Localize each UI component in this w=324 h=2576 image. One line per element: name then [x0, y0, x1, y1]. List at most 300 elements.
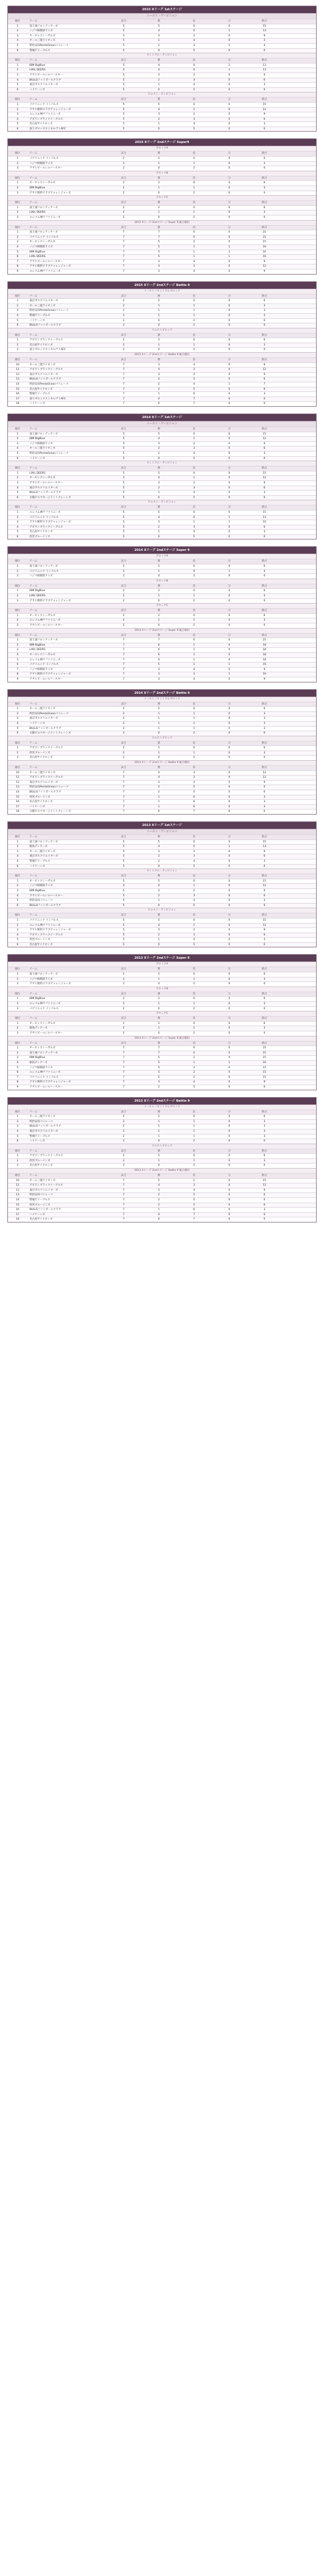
table-cell: 2: [193, 983, 195, 986]
table-row: [8, 799, 316, 804]
table-cell: アズワンブラックイーグルス: [30, 1184, 63, 1187]
table-cell: 6: [263, 447, 266, 450]
table-cell: アサヒ飲料クラブチャレンジャーズ: [30, 191, 71, 195]
table-row: [8, 235, 316, 240]
table-cell: 6: [16, 324, 19, 327]
table-cell: 0: [228, 343, 230, 347]
table-cell: 1: [193, 245, 195, 248]
column-header: 分: [228, 176, 231, 180]
table-cell: 2: [158, 894, 160, 897]
table-cell: 2: [123, 157, 125, 161]
table-cell: 3: [193, 673, 195, 676]
table-cell: 1: [228, 521, 230, 524]
table-cell: 1: [158, 619, 160, 622]
table-cell: 9: [16, 269, 19, 273]
table-cell: 6: [263, 1115, 266, 1119]
table-cell: アズワンブラックイーグルス: [30, 525, 63, 529]
table-row: [8, 972, 316, 977]
table-row: [8, 647, 316, 652]
table-cell: 0: [263, 624, 266, 627]
column-header: 負: [192, 634, 196, 637]
table-cell: 0: [228, 83, 230, 87]
table-header: [8, 633, 316, 638]
table-cell: 警視庁イーグルス: [30, 314, 51, 317]
column-header: チーム: [30, 914, 37, 917]
table-cell: 4: [193, 123, 195, 126]
table-cell: 1: [16, 840, 19, 844]
column-header: 負: [192, 702, 196, 706]
table-cell: 0: [193, 432, 195, 436]
table-cell: 0: [193, 918, 195, 922]
column-header: 勝: [157, 914, 161, 917]
table-cell: 2: [123, 206, 125, 209]
table-cell: 2: [123, 191, 125, 195]
table-cell: 21: [263, 639, 266, 642]
table-cell: 5: [123, 496, 125, 499]
table-cell: 3: [16, 624, 19, 627]
table-cell: 0: [193, 1154, 195, 1158]
table-cell: 4: [193, 383, 195, 386]
table-row: [8, 1212, 316, 1217]
column-header: 負: [192, 875, 196, 878]
column-header: 負: [192, 560, 196, 563]
table-cell: 15: [263, 24, 266, 28]
table-cell: 0: [193, 589, 195, 593]
table-cell: 5: [16, 452, 19, 455]
table-cell: 2: [123, 756, 125, 760]
column-header: 負: [192, 98, 196, 102]
table-row: [8, 534, 316, 539]
table-cell: 6: [193, 805, 195, 808]
column-header: 勝: [157, 1149, 161, 1153]
table-cell: 富士通フロンティアーズ: [30, 973, 58, 976]
table-row: [8, 387, 316, 392]
table-cell: 5: [16, 250, 19, 254]
table-cell: 5: [193, 904, 195, 907]
column-header: チーム: [30, 59, 37, 62]
table-row: [8, 1198, 316, 1203]
table-row: [8, 888, 316, 893]
column-header: 負: [192, 20, 196, 23]
table-cell: 3: [158, 442, 160, 445]
table-cell: 5: [193, 496, 195, 499]
table-cell: 10: [263, 673, 266, 676]
table-cell: 18: [263, 648, 266, 652]
column-header: チーム: [30, 1174, 37, 1178]
table-cell: 1: [193, 521, 195, 524]
standings-page: [7, 6, 317, 1222]
column-header: 勝: [157, 467, 161, 470]
column-header: 試合: [121, 1174, 127, 1178]
block-label: イースト・ディビジョン: [8, 829, 316, 834]
column-header: 分: [228, 428, 231, 431]
table-row: [8, 1051, 316, 1056]
table-cell: 0: [193, 29, 195, 33]
table-cell: 15: [263, 471, 266, 475]
table-cell: 富士通フロンティアーズ: [30, 24, 58, 28]
table-cell: パナソニック インパルス: [30, 516, 59, 519]
column-header: チーム: [30, 226, 37, 229]
table-cell: 0: [193, 1115, 195, 1119]
table-cell: 9: [263, 889, 266, 892]
table-cell: オービックシーガルズ: [30, 477, 56, 480]
table-cell: 8: [16, 673, 19, 676]
column-header: 試合: [121, 467, 127, 470]
table-cell: 太陽ビルマネージメントクレーンズ: [30, 496, 71, 499]
table-cell: LIXIL DEERS: [30, 595, 45, 598]
column-header: チーム: [30, 467, 37, 470]
table-cell: 21: [263, 1047, 266, 1050]
table-cell: ハリケーンズ: [30, 457, 45, 460]
table-row: [8, 239, 316, 244]
table-cell: 5: [123, 44, 125, 47]
column-header: 分: [228, 467, 231, 470]
table-row: [8, 652, 316, 657]
table-cell: 1: [16, 300, 19, 303]
table-cell: 21: [263, 231, 266, 234]
table-cell: パナソニック インパルス: [30, 1076, 59, 1079]
table-cell: 7: [123, 639, 125, 642]
table-cell: 3: [263, 899, 266, 903]
table-cell: 0: [228, 791, 230, 794]
table-cell: 0: [193, 182, 195, 185]
standings-section: [7, 414, 317, 539]
table-cell: 5: [193, 535, 195, 538]
table-cell: 13: [263, 845, 266, 849]
column-header: 勝点: [262, 59, 267, 62]
table-cell: 3: [263, 343, 266, 347]
table-cell: 6: [263, 1203, 266, 1207]
table-cell: 4: [16, 117, 19, 121]
table-cell: オール三菱ライオンズ: [30, 39, 56, 43]
table-cell: 6: [263, 997, 266, 1001]
table-cell: 0: [193, 64, 195, 67]
table-cell: 7: [123, 383, 125, 386]
table-cell: 6: [16, 943, 19, 946]
table-cell: 名古屋サイクロンズ: [30, 530, 53, 534]
table-cell: 0: [263, 865, 266, 868]
table-cell: 2: [123, 1154, 125, 1158]
table-cell: 0: [228, 432, 230, 436]
table-row: [8, 215, 316, 220]
column-header: チーム: [30, 836, 37, 838]
table-cell: 7: [123, 245, 125, 248]
column-header: 勝点: [262, 152, 267, 155]
column-header: 勝点: [262, 506, 267, 509]
column-header: 順位: [15, 609, 20, 613]
column-header: 負: [192, 836, 196, 838]
column-header: 試合: [121, 59, 127, 62]
table-cell: 6: [263, 786, 266, 789]
column-header: 勝点: [262, 584, 267, 588]
table-cell: 2: [123, 570, 125, 573]
table-cell: 3: [263, 1208, 266, 1212]
table-cell: 2: [16, 570, 19, 573]
table-cell: 1: [158, 1135, 160, 1138]
table-cell: 0: [158, 49, 160, 52]
table-cell: 0: [263, 402, 266, 406]
table-cell: 1: [228, 516, 230, 519]
table-cell: 0: [158, 319, 160, 322]
table-cell: 1: [193, 727, 195, 730]
column-header: 順位: [15, 428, 20, 431]
table-row: [8, 303, 316, 309]
table-cell: 0: [228, 530, 230, 534]
table-row: [8, 210, 316, 215]
table-cell: 0: [193, 840, 195, 844]
table-cell: 5: [123, 452, 125, 455]
table-cell: 2: [158, 707, 160, 711]
table-cell: 3: [158, 34, 160, 37]
column-header: 勝: [157, 334, 161, 337]
column-header: チーム: [30, 992, 37, 996]
table-cell: 3: [193, 894, 195, 897]
table-cell: 3: [263, 83, 266, 87]
table-cell: 9: [263, 260, 266, 263]
table-cell: 0: [228, 447, 230, 450]
section-title: 2014 Xリーグ 1stステージ: [8, 414, 316, 421]
table-cell: 5: [16, 658, 19, 661]
table-cell: 11: [16, 1184, 19, 1187]
column-header: チーム: [30, 176, 37, 180]
table-cell: 2: [158, 486, 160, 490]
table-row: [8, 1075, 316, 1080]
table-cell: 太陽ビルマネージメントクレーンズ: [30, 732, 71, 735]
table-cell: 0: [228, 677, 230, 681]
table-cell: 16: [263, 663, 266, 667]
column-header: 負: [192, 766, 196, 770]
table-cell: 11: [16, 776, 19, 779]
table-body: [8, 1178, 316, 1222]
table-cell: 0: [228, 191, 230, 195]
table-cell: アズワンブラックイーグルス: [30, 1154, 63, 1158]
table-cell: 16: [263, 1061, 266, 1064]
table-cell: 名古屋サイクロンズ: [30, 1218, 53, 1221]
table-cell: 3: [16, 1125, 19, 1128]
table-cell: 5: [193, 791, 195, 794]
table-cell: 3: [16, 1007, 19, 1010]
column-header: チーム: [30, 584, 37, 588]
table-row: [8, 102, 316, 107]
column-header: 分: [228, 609, 231, 613]
table-cell: 0: [158, 216, 160, 219]
table-cell: 0: [228, 88, 230, 91]
table-cell: 6: [263, 378, 266, 381]
table-row: [8, 755, 316, 760]
column-header: 試合: [121, 98, 127, 102]
table-cell: BULLSフットボールクラブ: [30, 491, 61, 495]
column-header: 順位: [15, 634, 20, 637]
table-cell: 7: [123, 1076, 125, 1079]
table-cell: 2: [16, 595, 19, 598]
table-cell: 7: [123, 402, 125, 406]
table-cell: 1: [16, 1154, 19, 1158]
table-cell: 5: [158, 1071, 160, 1074]
column-header: 負: [192, 467, 196, 470]
table-cell: 1: [158, 314, 160, 317]
column-header: 勝点: [262, 766, 267, 770]
column-header: 試合: [121, 152, 127, 155]
table-cell: 6: [193, 795, 195, 799]
table-cell: 10: [16, 771, 19, 774]
table-cell: エレコム神戸ファイニーズ: [30, 269, 61, 273]
table-cell: エレコム神戸ファイニーズ: [30, 924, 61, 927]
table-cell: 2: [16, 343, 19, 347]
table-cell: 0: [158, 943, 160, 946]
table-cell: IBM BigBlue: [30, 250, 45, 254]
table-row: [8, 1124, 316, 1129]
table-cell: 0: [228, 486, 230, 490]
table-cell: 6: [193, 800, 195, 804]
table-cell: 1: [158, 938, 160, 942]
table-cell: 7: [123, 373, 125, 376]
table-cell: 1: [158, 570, 160, 573]
column-header: 負: [192, 992, 196, 996]
table-header: [8, 176, 316, 181]
table-cell: 16: [263, 255, 266, 259]
table-cell: 5: [123, 437, 125, 441]
table-cell: 7: [193, 397, 195, 400]
block-label: 2013 Xリーグ 2ndステージ Battle 9 総合順位: [8, 1168, 316, 1173]
column-header: 順位: [15, 766, 20, 770]
column-header: 試合: [121, 992, 127, 996]
table-cell: 9: [16, 1085, 19, 1089]
table-cell: 3: [263, 1129, 266, 1133]
table-cell: 5: [123, 39, 125, 43]
table-cell: 0: [158, 167, 160, 170]
column-header: 試合: [121, 1149, 127, 1153]
table-cell: 1: [193, 1027, 195, 1030]
table-cell: 2: [193, 324, 195, 327]
table-cell: 4: [158, 368, 160, 372]
table-cell: 2: [158, 997, 160, 1001]
block-label: 2015 Xリーグ 2ndステージ Battle 9 総合順位: [8, 352, 316, 357]
section-title: 2013 Xリーグ 1stステージ: [8, 822, 316, 829]
table-cell: 3: [158, 481, 160, 484]
column-header: 試合: [121, 634, 127, 637]
table-cell: 1: [228, 845, 230, 849]
table-cell: BULLSフットボールクラブ: [30, 78, 61, 82]
table-cell: 0: [228, 648, 230, 652]
table-cell: 6: [263, 614, 266, 617]
table-row: [8, 1129, 316, 1134]
table-cell: BULLSフットボールクラブ: [30, 324, 61, 327]
table-cell: 7: [158, 639, 160, 642]
table-cell: 明治安田パイレーツ: [30, 899, 53, 903]
table-cell: オール三菱ライオンズ: [30, 304, 56, 307]
table-cell: 1: [193, 722, 195, 725]
table-cell: アサヒ飲料クラブチャレンジャーズ: [30, 265, 71, 268]
table-cell: 0: [228, 933, 230, 937]
table-row: [8, 347, 316, 352]
table-cell: 2: [158, 1154, 160, 1158]
table-cell: 16: [16, 800, 19, 804]
table-cell: 2: [16, 751, 19, 754]
table-cell: 6: [263, 525, 266, 529]
table-cell: オービックシーガルズ: [30, 34, 56, 37]
column-header: 勝点: [262, 609, 267, 613]
table-cell: 15: [16, 387, 19, 391]
table-cell: 0: [228, 1135, 230, 1138]
table-body: [8, 564, 316, 579]
table-cell: 0: [158, 397, 160, 400]
column-header: 分: [228, 560, 231, 563]
table-cell: LIXIL DEERS: [30, 211, 45, 214]
table-cell: 4: [16, 245, 19, 248]
table-cell: 0: [228, 727, 230, 730]
block-label: イースト／セントラルブロック: [8, 1104, 316, 1110]
column-header: 順位: [15, 506, 20, 509]
table-cell: 7: [123, 250, 125, 254]
table-cell: 1: [193, 1125, 195, 1128]
table-cell: 4: [263, 44, 266, 47]
table-cell: 3: [263, 211, 266, 214]
table-cell: 7: [158, 1051, 160, 1055]
table-cell: 2: [193, 1179, 195, 1182]
table-cell: 0: [228, 265, 230, 268]
table-cell: 4: [158, 924, 160, 927]
table-cell: 0: [228, 491, 230, 495]
table-cell: 13: [263, 516, 266, 519]
column-header: 勝: [157, 176, 161, 180]
table-cell: 2: [158, 973, 160, 976]
table-cell: BULLSフットボールクラブ: [30, 904, 61, 907]
table-row: [8, 377, 316, 382]
table-cell: 明治安田PentaOceanパイレーツ: [30, 786, 69, 789]
table-cell: 6: [193, 1208, 195, 1212]
column-header: 負: [192, 226, 196, 229]
table-row: [8, 1163, 316, 1168]
table-row: [8, 495, 316, 500]
table-cell: 6: [263, 78, 266, 82]
table-cell: エレコム神戸ファイニーズ: [30, 511, 61, 514]
table-cell: 2: [123, 339, 125, 342]
table-cell: 5: [123, 83, 125, 87]
table-cell: 3: [16, 1056, 19, 1060]
table-cell: 4: [193, 260, 195, 263]
table-cell: 3: [193, 44, 195, 47]
table-body: [8, 972, 316, 986]
table-cell: 0: [263, 1213, 266, 1216]
table-row: [8, 864, 316, 869]
table-cell: 5: [123, 516, 125, 519]
table-row: [8, 1060, 316, 1065]
table-cell: 2: [158, 339, 160, 342]
table-cell: オール三菱ライオンズ: [30, 1179, 56, 1182]
table-cell: 7: [123, 1213, 125, 1216]
table-row: [8, 24, 316, 29]
table-cell: 0: [228, 658, 230, 661]
block-label: ウエストブロック: [8, 328, 316, 333]
table-cell: 5: [123, 521, 125, 524]
table-cell: ノジマ相模原ライズ: [30, 977, 53, 981]
table-cell: 3: [263, 162, 266, 165]
table-cell: 3: [158, 673, 160, 676]
block-label: ブロックB: [8, 579, 316, 584]
column-header: 試合: [121, 428, 127, 431]
table-header: [8, 608, 316, 613]
table-cell: 0: [228, 1194, 230, 1197]
table-cell: 4: [193, 668, 195, 671]
table-cell: 9: [263, 113, 266, 116]
table-cell: 0: [228, 324, 230, 327]
column-header: 順位: [15, 334, 20, 337]
table-cell: 7: [123, 397, 125, 400]
table-cell: 6: [263, 791, 266, 794]
table-cell: 2: [193, 1007, 195, 1010]
table-body: [8, 1153, 316, 1168]
table-cell: 5: [123, 943, 125, 946]
